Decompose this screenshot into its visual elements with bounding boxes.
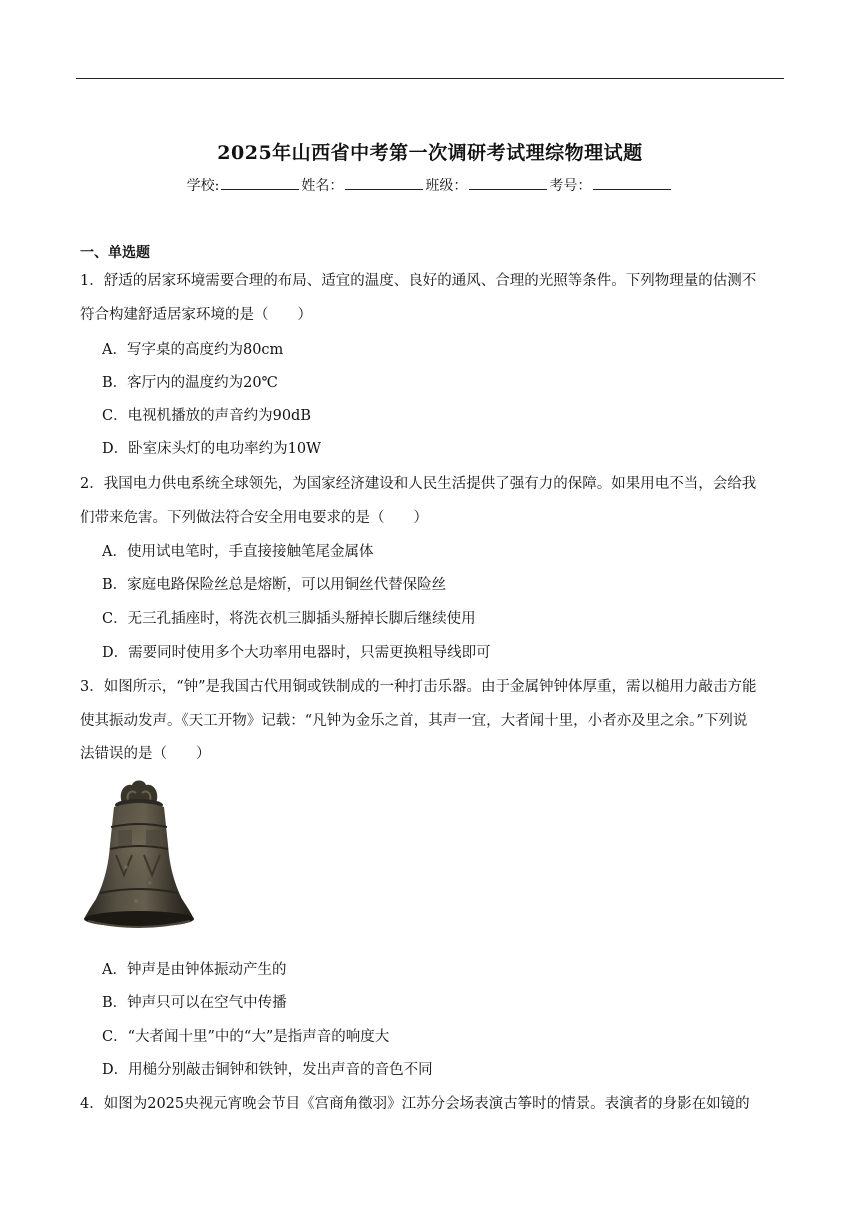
q1-option-b: B．客厅内的温度约为20℃ [102, 375, 278, 391]
q3-option-c: C．“大者闻十里”中的“大”是指声音的响度大 [102, 1029, 390, 1045]
class-label: 班级： [425, 178, 468, 194]
name-blank [345, 177, 423, 190]
q1-stem-line: 1．舒适的居家环境需要合理的布局、适宜的温度、良好的通风、合理的光照等条件。下列物理量的估测不 [80, 273, 757, 289]
page-title: 2025年山西省中考第一次调研考试理综物理试题 [217, 142, 643, 164]
q1-option-a: A．写字桌的高度约为80cm [102, 342, 284, 358]
q2-stem-line: 们带来危害。下列做法符合安全用电要求的是（ ） [80, 510, 428, 526]
q4-stem-line: 4．如图为2025央视元宵晚会节目《宫商角徵羽》江苏分会场表演古筝时的情景。表演者的身影在如镜的 [80, 1096, 750, 1112]
q3-option-a: A．钟声是由钟体振动产生的 [102, 962, 287, 978]
q1-option-c: C．电视机播放的声音约为90dB [102, 408, 311, 424]
q2-stem-line: 2．我国电力供电系统全球领先，为国家经济建设和人民生活提供了强有力的保障。如果用电不当，会给我 [80, 476, 757, 492]
section-heading: 一、单选题 [80, 245, 150, 261]
q1-option-d: D．卧室床头灯的电功率约为10W [102, 441, 321, 457]
school-label: 学校: [186, 178, 220, 194]
header-rule [76, 78, 784, 79]
number-blank [593, 177, 671, 190]
student-info-line [0, 175, 860, 195]
name-label: 姓名： [301, 178, 344, 194]
school-blank [221, 177, 299, 190]
class-blank [469, 177, 547, 190]
q3-stem-line: 法错误的是（ ） [80, 746, 211, 762]
q3-option-d: D．用槌分别敲击铜钟和铁钟，发出声音的音色不同 [102, 1062, 433, 1078]
q2-option-d: D．需要同时使用多个大功率用电器时，只需更换粗导线即可 [102, 645, 491, 661]
q2-option-b: B．家庭电路保险丝总是熔断，可以用铜丝代替保险丝 [102, 577, 447, 593]
q2-option-a: A．使用试电笔时，手直接接触笔尾金属体 [102, 544, 374, 560]
bronze-bell-image [78, 775, 200, 941]
number-label: 考号： [549, 178, 592, 194]
q3-option-b: B．钟声只可以在空气中传播 [102, 995, 287, 1011]
q3-stem-line: 3．如图所示，“钟”是我国古代用铜或铁制成的一种打击乐器。由于金属钟钟体厚重，需以槌用力敲击方能 [80, 679, 757, 695]
q2-option-c: C．无三孔插座时，将洗衣机三脚插头掰掉长脚后继续使用 [102, 611, 476, 627]
q1-stem-line: 符合构建舒适居家环境的是（ ） [80, 307, 312, 323]
q3-stem-line: 使其振动发声。《天工开物》记载：“凡钟为金乐之首，其声一宜，大者闻十里，小者亦及里之余。”下列说 [80, 713, 748, 729]
